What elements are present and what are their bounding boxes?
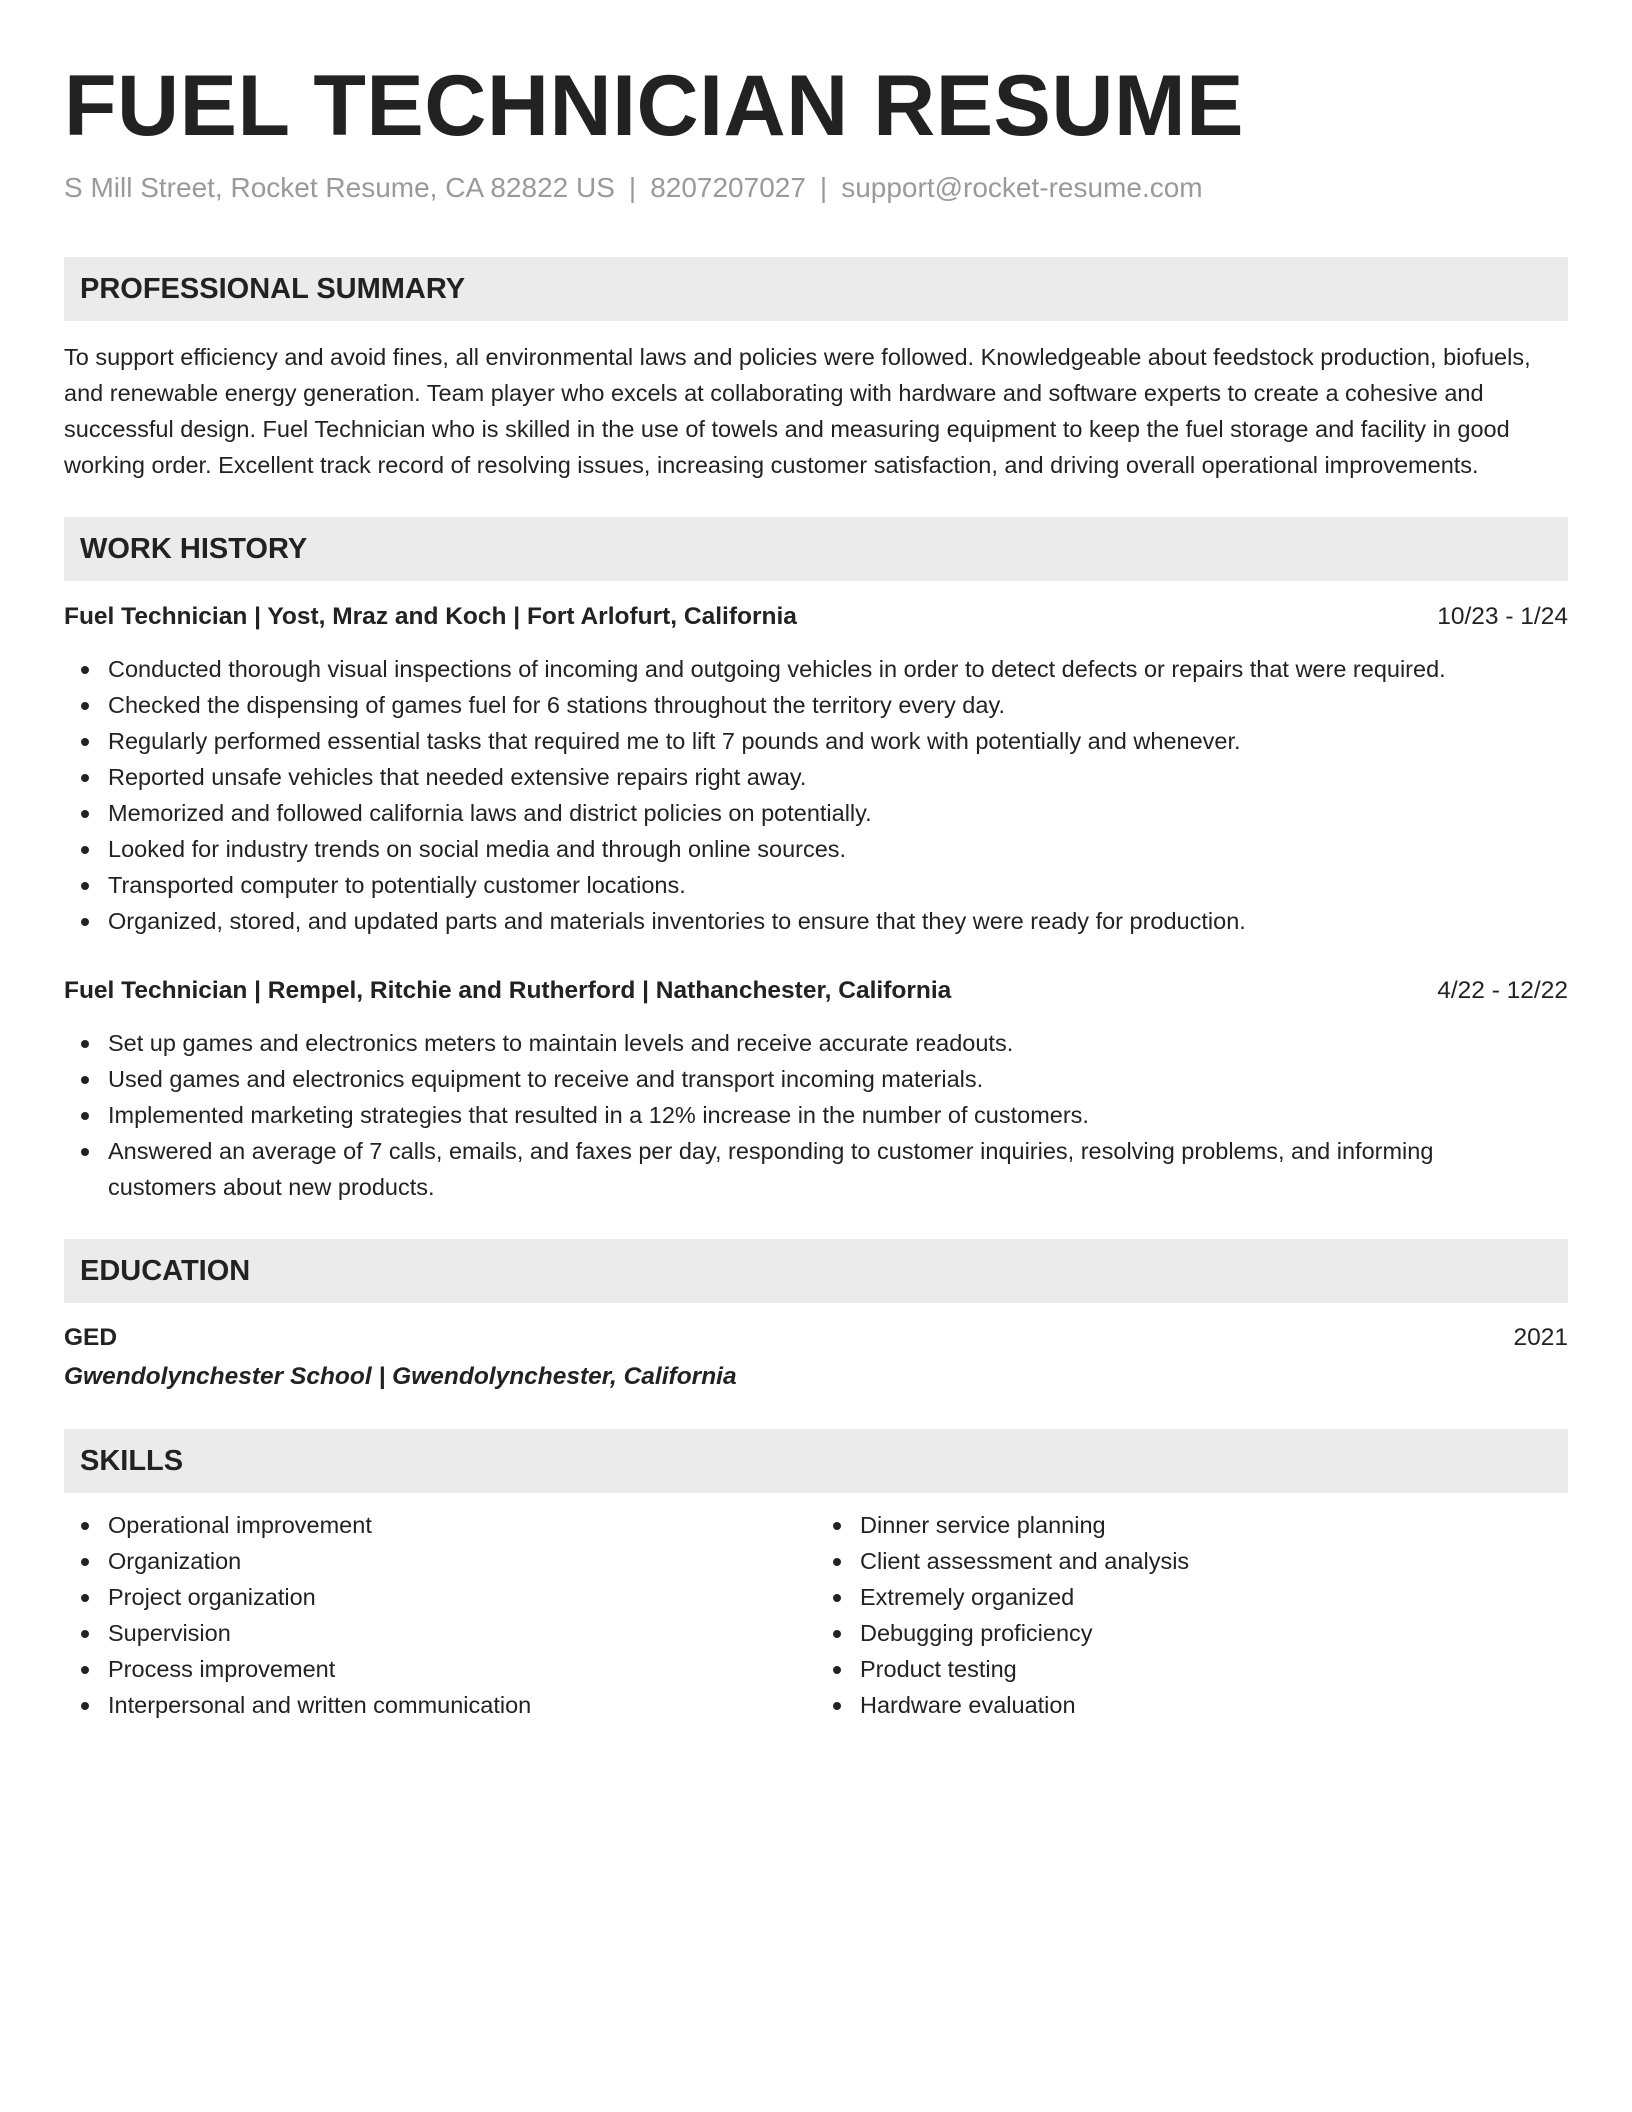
skill-item: Organization <box>64 1543 816 1579</box>
education-degree: GED <box>64 1324 118 1351</box>
list-item: Set up games and electronics meters to maintain levels and receive accurate readouts. <box>64 1025 1568 1061</box>
resume-title: FUEL TECHNICIAN RESUME <box>64 58 1245 154</box>
job-duties-list <box>64 651 1568 939</box>
list-item: Regularly performed essential tasks that required me to lift 7 pounds and work with potentially and whenever. <box>64 723 1568 759</box>
list-item: Checked the dispensing of games fuel for 6 stations throughout the territory every day. <box>64 687 1568 723</box>
education-school: Gwendolynchester School | Gwendolynchester, California <box>64 1363 737 1390</box>
skills-section-header: SKILLS <box>64 1429 1568 1493</box>
job-title: Fuel Technician | Rempel, Ritchie and Rutherford | Nathanchester, California <box>64 977 952 1004</box>
skill-item: Operational improvement <box>64 1507 816 1543</box>
work-history-section-header: WORK HISTORY <box>64 517 1568 581</box>
skill-item: Extremely organized <box>816 1579 1568 1615</box>
job-header <box>64 973 1568 1009</box>
job-dates: 10/23 - 1/24 <box>1437 603 1568 630</box>
skill-item: Supervision <box>64 1615 816 1651</box>
education-entry <box>64 1320 1568 1395</box>
skill-item: Client assessment and analysis <box>816 1543 1568 1579</box>
contact-separator: | <box>819 172 828 203</box>
skills-list <box>64 1507 1568 1723</box>
job-dates: 4/22 - 12/22 <box>1437 977 1568 1004</box>
list-item: Transported computer to potentially customer locations. <box>64 867 1568 903</box>
job-header <box>64 599 1568 635</box>
skills-column-left <box>64 1507 816 1723</box>
job-title: Fuel Technician | Yost, Mraz and Koch | Fort Arlofurt, California <box>64 603 797 630</box>
skill-item: Project organization <box>64 1579 816 1615</box>
list-item: Conducted thorough visual inspections of incoming and outgoing vehicles in order to detect defects or repairs that were required. <box>64 651 1568 687</box>
summary-text: To support efficiency and avoid fines, all environmental laws and policies were followed. Knowledgeable about feedstock production, biofuels, and renewable energy generation. Team player who excels at collaborating with hardware and software experts to create a cohesive and successful design. Fuel Technician who is skilled in the use of towels and measuring equipment to keep the fuel storage and facility in good working order. Excellent track record of resolving issues, increasing customer satisfaction, and driving overall operational improvements. <box>64 344 1531 478</box>
contact-line <box>64 170 1568 206</box>
list-item: Memorized and followed california laws and district policies on potentially. <box>64 795 1568 831</box>
job-entry <box>64 973 1568 1205</box>
list-item: Organized, stored, and updated parts and materials inventories to ensure that they were ready for production. <box>64 903 1568 939</box>
skill-item: Product testing <box>816 1651 1568 1687</box>
education-header <box>64 1320 1568 1356</box>
list-item: Implemented marketing strategies that resulted in a 12% increase in the number of customers. <box>64 1097 1568 1133</box>
skill-item: Debugging proficiency <box>816 1615 1568 1651</box>
skill-item: Hardware evaluation <box>816 1687 1568 1723</box>
list-item: Used games and electronics equipment to receive and transport incoming materials. <box>64 1061 1568 1097</box>
contact-email: support@rocket-resume.com <box>841 172 1203 203</box>
skill-item: Interpersonal and written communication <box>64 1687 816 1723</box>
job-entry <box>64 599 1568 939</box>
education-section-header: EDUCATION <box>64 1239 1568 1303</box>
skill-item: Dinner service planning <box>816 1507 1568 1543</box>
list-item: Answered an average of 7 calls, emails, and faxes per day, responding to customer inquiries, resolving problems, and informing customers about new products. <box>64 1133 1568 1205</box>
summary-section-header: PROFESSIONAL SUMMARY <box>64 257 1568 321</box>
skills-column-right <box>816 1507 1568 1723</box>
list-item: Reported unsafe vehicles that needed extensive repairs right away. <box>64 759 1568 795</box>
education-year: 2021 <box>1513 1324 1568 1351</box>
list-item: Looked for industry trends on social media and through online sources. <box>64 831 1568 867</box>
contact-address: S Mill Street, Rocket Resume, CA 82822 US <box>64 172 615 203</box>
contact-phone: 8207207027 <box>650 172 806 203</box>
job-duties-list <box>64 1025 1568 1205</box>
skill-item: Process improvement <box>64 1651 816 1687</box>
contact-separator: | <box>628 172 637 203</box>
